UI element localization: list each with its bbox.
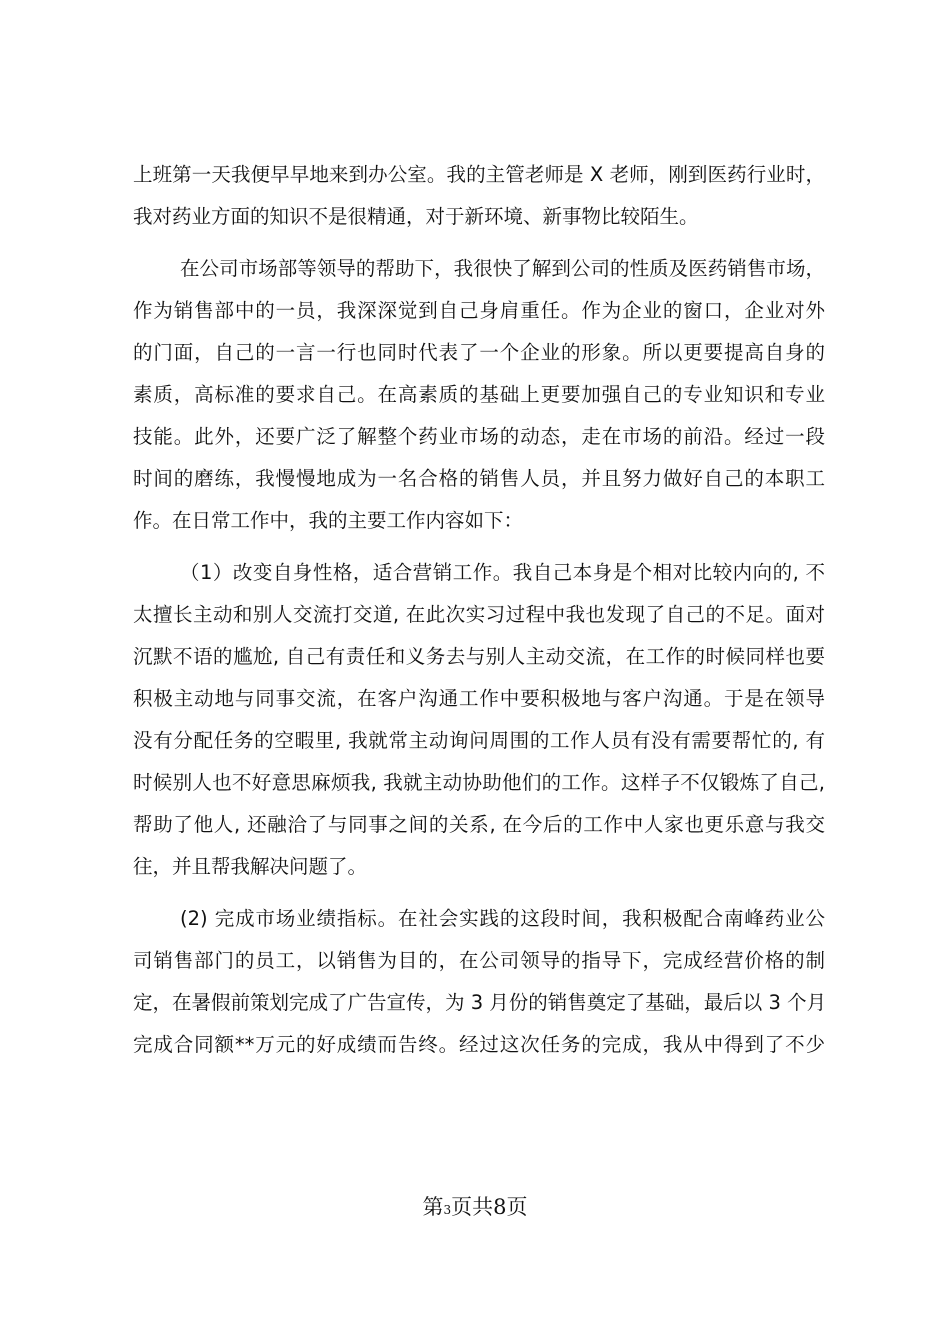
text-line: 作为销售部中的一员，我深深觉到自己身肩重任。作为企业的窗口，企业对外 <box>133 299 825 322</box>
footer-middle: 页共 <box>451 1195 494 1219</box>
text-line: 沉默不语的尴尬, 自己有责任和义务去与别人主动交流，在工作的时候同样也要 <box>133 645 825 668</box>
text-line: 积极主动地与同事交流，在客户沟通工作中要积极地与客户沟通。于是在领导 <box>133 687 825 710</box>
text-line: 作。在日常工作中，我的主要工作内容如下： <box>133 509 524 532</box>
text-line: 技能。此外，还要广泛了解整个药业市场的动态，走在市场的前沿。经过一段 <box>133 425 825 448</box>
text-line: 定，在暑假前策划完成了广告宣传，为 3 月份的销售奠定了基础，最后以 3 个月 <box>133 991 827 1014</box>
text-line: 我对药业方面的知识不是很精通，对于新环境、新事物比较陌生。 <box>133 205 699 228</box>
paragraph-2 <box>133 248 825 542</box>
page-number: 3 <box>443 1203 452 1217</box>
total-pages: 8 <box>493 1195 507 1219</box>
text-line: 的门面，自己的一言一行也同时代表了一个企业的形象。所以更要提高自身的 <box>133 341 825 364</box>
text-line: 时间的磨练，我慢慢地成为一名合格的销售人员，并且努力做好自己的本职工 <box>133 467 825 490</box>
text-line: (2) 完成市场业绩指标。在社会实践的这段时间，我积极配合南峰药业公 <box>180 907 825 930</box>
document-body <box>133 154 825 1066</box>
page-footer <box>0 1191 950 1221</box>
paragraph-1 <box>133 154 825 238</box>
text-line: 帮助了他人, 还融洽了与同事之间的关系, 在今后的工作中人家也更乐意与我交 <box>133 813 825 836</box>
footer-prefix: 第 <box>422 1195 444 1219</box>
text-line: 往，并且帮我解决问题了。 <box>133 855 368 878</box>
footer-suffix: 页 <box>506 1195 528 1219</box>
text-line: 太擅长主动和别人交流打交道, 在此次实习过程中我也发现了自己的不足。面对 <box>133 603 825 626</box>
text-line: 素质，高标准的要求自己。在高素质的基础上更要加强自己的专业知识和专业 <box>133 383 825 406</box>
paragraph-3 <box>133 552 825 888</box>
text-line: 上班第一天我便早早地来到办公室。我的主管老师是 X 老师，刚到医药行业时， <box>133 163 825 186</box>
text-line: （1）改变自身性格，适合营销工作。我自己本身是个相对比较内向的, 不 <box>180 561 825 584</box>
paragraph-4 <box>133 898 825 1066</box>
text-line: 在公司市场部等领导的帮助下，我很快了解到公司的性质及医药销售市场， <box>180 257 825 280</box>
text-line: 司销售部门的员工，以销售为目的，在公司领导的指导下，完成经营价格的制 <box>133 949 825 972</box>
text-line: 完成合同额**万元的好成绩而告终。经过这次任务的完成，我从中得到了不少 <box>133 1033 825 1056</box>
text-line: 没有分配任务的空暇里, 我就常主动询问周围的工作人员有没有需要帮忙的, 有 <box>133 729 825 752</box>
text-line: 时候别人也不好意思麻烦我, 我就主动协助他们的工作。这样子不仅锻炼了自己, <box>133 771 825 794</box>
